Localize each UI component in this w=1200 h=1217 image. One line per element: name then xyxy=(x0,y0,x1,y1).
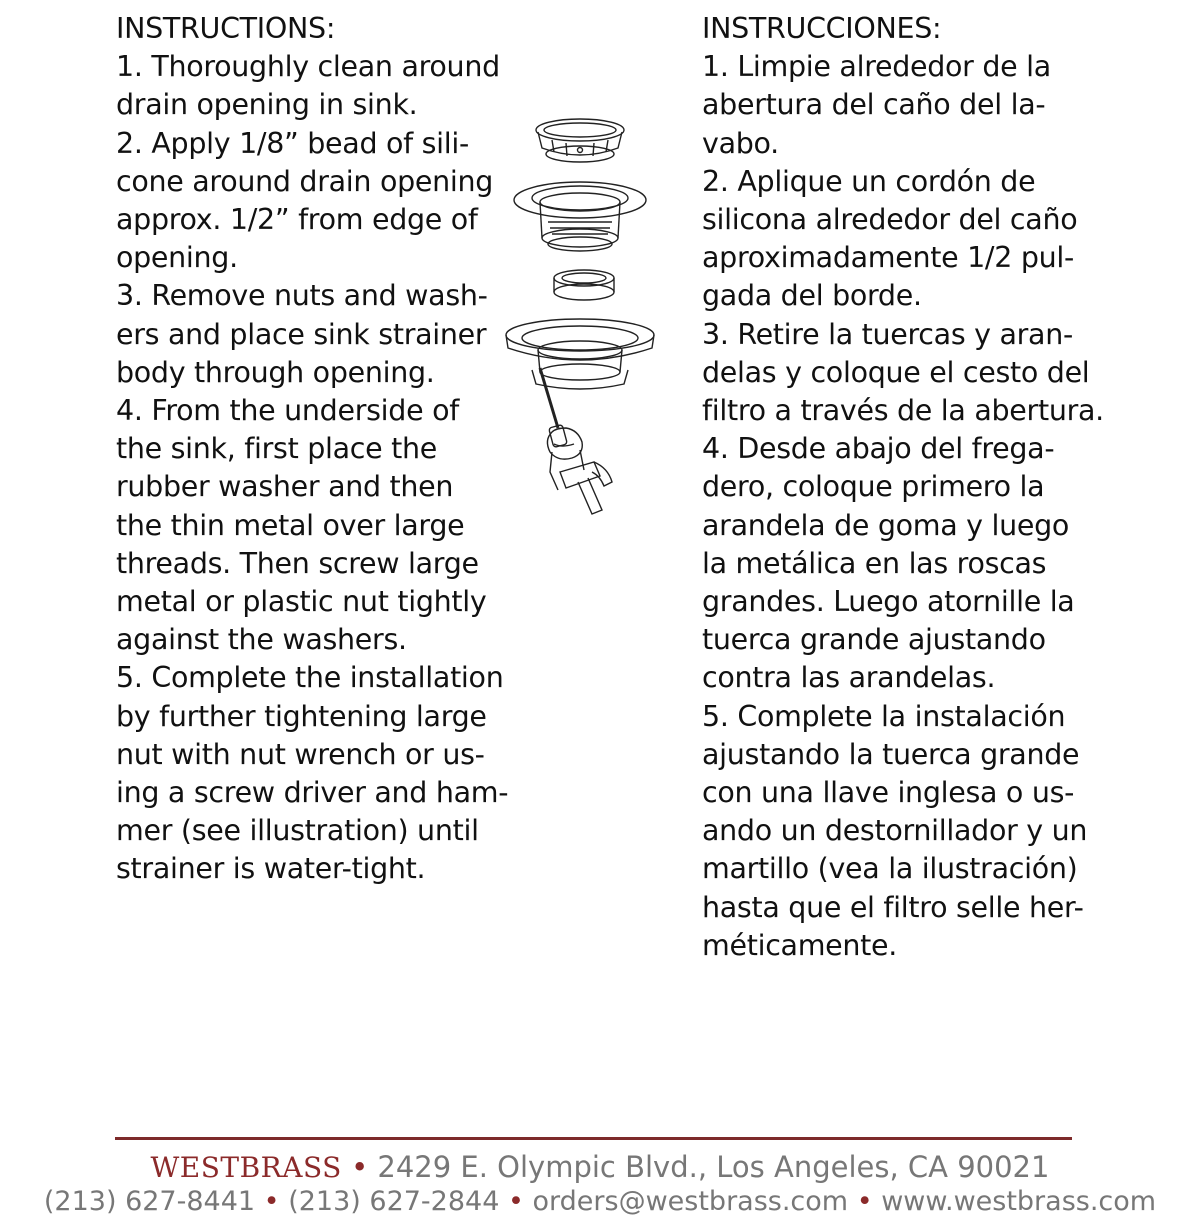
english-line: mer (see illustration) until xyxy=(116,814,479,848)
hammer-icon xyxy=(560,462,612,514)
spanish-line: grandes. Luego atornille la xyxy=(702,585,1075,619)
english-heading: INSTRUCTIONS: xyxy=(116,12,336,45)
sink-strainer-assembly-icon xyxy=(496,110,656,530)
english-line: threads. Then screw large xyxy=(116,546,479,580)
english-line: drain opening in sink. xyxy=(116,88,418,122)
spanish-line: 2. Aplique un cordón de xyxy=(702,164,1036,198)
spanish-line: 1. Limpie alrededor de la xyxy=(702,50,1051,84)
spanish-line: delas y coloque el cesto del xyxy=(702,355,1090,389)
spanish-line: gada del borde. xyxy=(702,279,922,313)
english-line: nut with nut wrench or us- xyxy=(116,737,485,771)
spanish-line: con una llave inglesa o us- xyxy=(702,776,1075,810)
spanish-line: ando un destornillador y un xyxy=(702,814,1088,848)
address: 2429 E. Olympic Blvd., Los Angeles, CA 90021 xyxy=(377,1150,1050,1184)
bullet-separator: • xyxy=(263,1186,280,1217)
website-link[interactable]: www.westbrass.com xyxy=(881,1186,1157,1217)
english-line: ing a screw driver and ham- xyxy=(116,776,509,810)
english-line: cone around drain opening xyxy=(116,164,494,198)
spanish-instructions xyxy=(702,10,1104,965)
english-line: ers and place sink strainer xyxy=(116,317,487,351)
english-instructions xyxy=(116,10,509,889)
english-line: approx. 1/2” from edge of xyxy=(116,203,478,237)
english-line: 5. Complete the installation xyxy=(116,661,504,695)
brand-name: WESTBRASS xyxy=(150,1151,342,1184)
spanish-line: 4. Desde abajo del frega- xyxy=(702,432,1055,466)
phone: (213) 627-8441 xyxy=(43,1186,256,1217)
english-line: 3. Remove nuts and wash- xyxy=(116,279,488,313)
spanish-line: contra las arandelas. xyxy=(702,661,996,695)
bullet-separator: • xyxy=(507,1186,524,1217)
strainer-body-icon xyxy=(514,182,646,251)
spanish-line: la metálica en las roscas xyxy=(702,546,1047,580)
english-line: 1. Thoroughly clean around xyxy=(116,50,500,84)
spanish-line: hasta que el filtro selle her- xyxy=(702,890,1084,924)
spanish-line: 5. Complete la instalación xyxy=(702,699,1066,733)
english-line: 4. From the underside of xyxy=(116,394,459,428)
english-line: metal or plastic nut tightly xyxy=(116,585,487,619)
spanish-line: silicona alrededor del caño xyxy=(702,203,1078,237)
english-line: opening. xyxy=(116,241,238,275)
spanish-heading: INSTRUCCIONES: xyxy=(702,12,942,45)
footer-divider xyxy=(115,1137,1072,1140)
locknut-icon xyxy=(554,270,614,300)
spanish-line: aproximadamente 1/2 pul- xyxy=(702,241,1074,275)
footer-address-line xyxy=(0,1150,1200,1184)
spanish-line: dero, coloque primero la xyxy=(702,470,1045,504)
english-line: strainer is water-tight. xyxy=(116,852,426,886)
english-line: body through opening. xyxy=(116,355,435,389)
strainer-basket-icon xyxy=(536,119,624,162)
english-line: the sink, first place the xyxy=(116,432,438,466)
bullet-separator: • xyxy=(856,1186,873,1217)
spanish-line: filtro a través de la abertura. xyxy=(702,394,1104,428)
spanish-line: tuerca grande ajustando xyxy=(702,623,1046,657)
english-line: rubber washer and then xyxy=(116,470,454,504)
spanish-line: ajustando la tuerca grande xyxy=(702,737,1080,771)
spanish-line: arandela de goma y luego xyxy=(702,508,1070,542)
email-link[interactable]: orders@westbrass.com xyxy=(532,1186,849,1217)
english-line: the thin metal over large xyxy=(116,508,465,542)
spanish-line: abertura del caño del la- xyxy=(702,88,1046,122)
spanish-line: martillo (vea la ilustración) xyxy=(702,852,1078,886)
spanish-line: 3. Retire la tuercas y aran- xyxy=(702,317,1073,351)
spanish-line: vabo. xyxy=(702,126,779,160)
bullet-separator: • xyxy=(351,1150,369,1184)
spanish-line: méticamente. xyxy=(702,928,898,962)
installed-strainer-icon xyxy=(506,319,654,389)
fax: (213) 627-2844 xyxy=(288,1186,500,1217)
english-line: against the washers. xyxy=(116,623,407,657)
english-line: by further tightening large xyxy=(116,699,487,733)
english-line: 2. Apply 1/8” bead of sili- xyxy=(116,126,470,160)
footer-contact-line xyxy=(0,1186,1200,1217)
